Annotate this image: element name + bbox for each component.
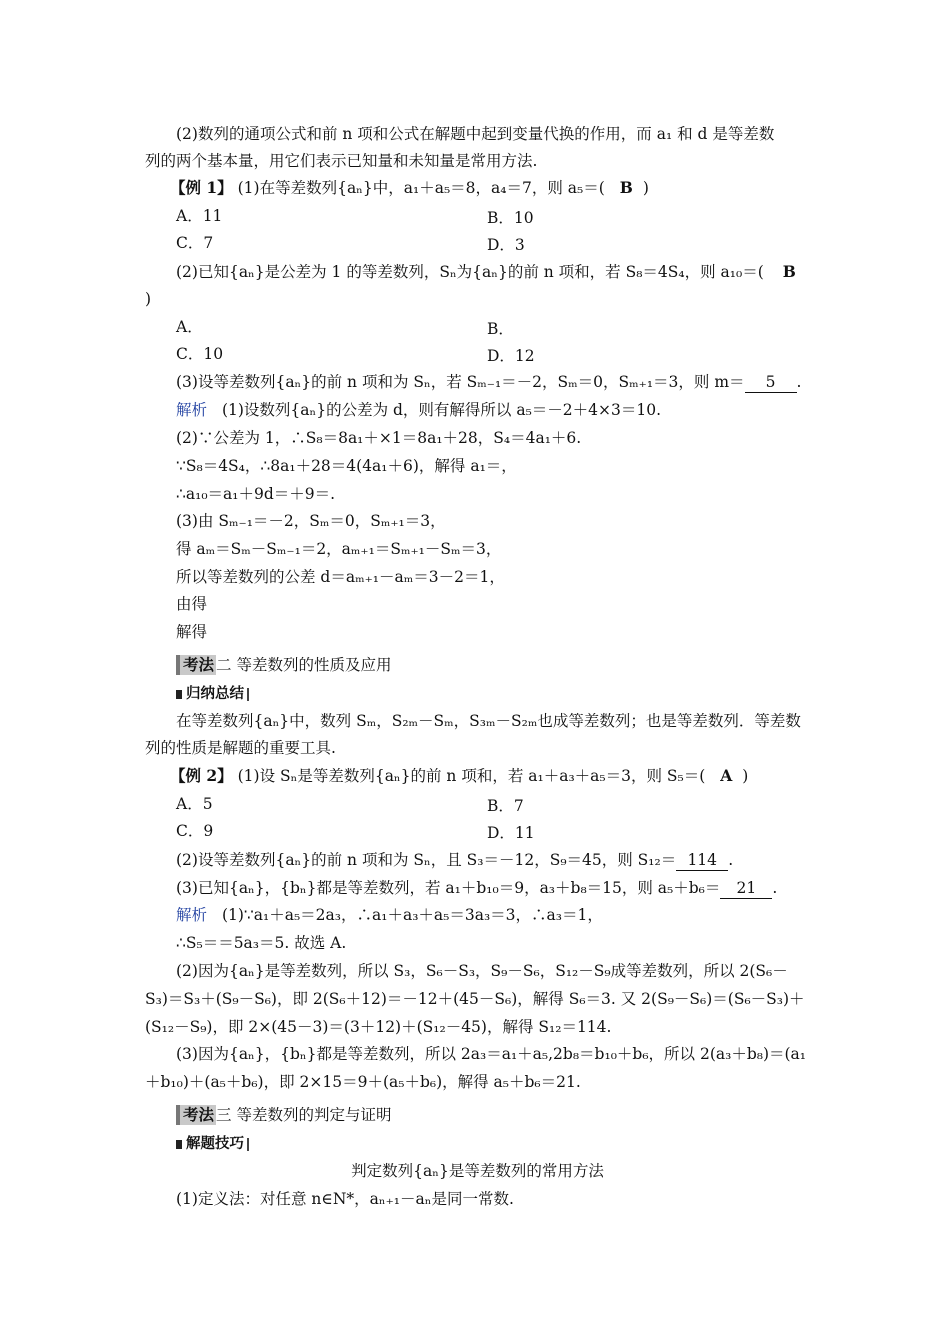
example1-q1-option-d: D．3: [487, 236, 525, 254]
method2-header: [176, 655, 841, 675]
example1-q2-option-a: A．: [176, 318, 203, 336]
example1-q1-answer: B: [619, 178, 633, 197]
method3-tag: 考法: [176, 1105, 216, 1125]
example2-solution-part2-line-1: (2)因为{aₙ}是等差数列，所以 S₃，S₆－S₃，S₉－S₆，S₁₂－S₉成等差数列，所以 2(S₆－: [176, 962, 788, 980]
method2-tag: 考法: [176, 655, 216, 675]
example1-solution-line-2: (2)∵公差为 1，∴S₈＝8a₁＋×1＝8a₁＋28，S₄＝4a₁＋6.: [176, 429, 582, 447]
example2-solution-part2-line-2: S₃)＝S₃＋(S₉－S₆)，即 2(S₆＋12)＝－12＋(45－S₆)，解得 S₆＝3. 又 2(S₉－S₆)＝(S₆－S₃)＋: [145, 990, 805, 1008]
square-bullet-icon: [176, 690, 182, 699]
example1-q2-answer: B: [782, 262, 796, 281]
example1-solution-line-3: ∵S₈＝4S₄，∴8a₁＋28＝4(4a₁＋6)，解得 a₁＝，: [176, 457, 517, 475]
example1-question1: [170, 178, 835, 198]
method3-heading: 判定数列{aₙ}是等差数列的常用方法: [351, 1162, 604, 1180]
method2-summary-label: 归纳总结: [186, 686, 244, 702]
example1-tag: 【例 1】: [170, 178, 233, 197]
example1-solution-line-1: [176, 400, 841, 420]
example2-solution-line-1: [176, 905, 841, 925]
example2-tag: 【例 2】: [170, 766, 233, 785]
square-bullet-icon: [176, 1140, 182, 1149]
example1-q2-option-c: C．10: [176, 345, 224, 363]
intro-line-2: 列的两个基本量，用它们表示已知量和未知量是常用方法.: [145, 152, 538, 170]
example2-q3-end: .: [772, 879, 778, 897]
example1-q1-close: ): [642, 179, 649, 197]
example2-q1-option-b: B．7: [487, 797, 524, 815]
method2-summary-line-2: 列的性质是解题的重要工具.: [145, 739, 336, 757]
example2-solution-label: 解析: [176, 906, 208, 924]
example1-q1-stem: (1)在等差数列{aₙ}中，a₁＋a₅＝8，a₄＝7，则 a₅＝(: [237, 179, 605, 197]
method2-title: 二 等差数列的性质及应用: [216, 656, 392, 674]
example2-solution-line-2: ∴S₅＝＝5a₃＝5. 故选 A.: [176, 934, 347, 952]
example2-q2-answer: 114: [676, 850, 728, 871]
example1-q3-answer: 5: [745, 372, 797, 393]
example1-solution-line-7: 所以等差数列的公差 d＝aₘ₊₁－aₘ＝3－2＝1，: [176, 568, 505, 586]
method3-title: 三 等差数列的判定与证明: [216, 1106, 392, 1124]
example2-q1-option-c: C．9: [176, 822, 214, 840]
example2-q1-option-a: A．5: [176, 795, 213, 813]
example2-q2-end: .: [728, 851, 734, 869]
example2-question2: [176, 850, 841, 871]
example1-solution-line-9: 解得: [176, 623, 208, 641]
method2-summary-line-1: 在等差数列{aₙ}中，数列 Sₘ，S₂ₘ－Sₘ，S₃ₘ－S₂ₘ也成等差数列；也是等差数列．等差数: [176, 712, 801, 730]
intro-line-1: (2)数列的通项公式和前 n 项和公式在解题中起到变量代换的作用，而 a₁ 和 d 是等差数: [176, 125, 775, 143]
method3-header: [176, 1105, 841, 1125]
example2-q1-close: ): [742, 767, 749, 785]
example2-question1: [170, 766, 835, 786]
method3-definition: (1)定义法：对任意 n∈N*，aₙ₊₁－aₙ是同一常数.: [176, 1190, 514, 1208]
example1-q2-option-b: B．: [487, 320, 514, 338]
example1-solution-text-1: (1)设数列{aₙ}的公差为 d，则有解得所以 a₅＝－2＋4×3＝10.: [221, 401, 662, 419]
example1-solution-line-6: 得 aₘ＝Sₘ－Sₘ₋₁＝2，aₘ₊₁＝Sₘ₊₁－Sₘ＝3，: [176, 540, 502, 558]
example1-q1-option-a: A．11: [176, 207, 223, 225]
example1-q1-option-c: C．7: [176, 234, 214, 252]
example2-solution-part3-line-2: ＋b₁₀)＋(a₅＋b₆)，即 2×15＝9＋(a₅＋b₆)，解得 a₅＋b₆＝21.: [145, 1073, 581, 1091]
bar-marker-icon: [247, 688, 249, 701]
example2-q1-answer: A: [720, 766, 733, 785]
method2-summary-heading: [176, 684, 841, 704]
example2-q3-stem: (3)已知{aₙ}，{bₙ}都是等差数列，若 a₁＋b₁₀＝9，a₃＋b₈＝15，则 a₅＋b₆＝: [176, 879, 721, 897]
example1-solution-line-5: (3)由 Sₘ₋₁＝－2，Sₘ＝0，Sₘ₊₁＝3，: [176, 512, 446, 530]
example1-q3-stem: (3)设等差数列{aₙ}的前 n 项和为 Sₙ，若 Sₘ₋₁＝－2，Sₘ＝0，Sₘ₊₁＝3，则 m＝: [176, 373, 745, 391]
example1-q2-close: ): [145, 290, 152, 308]
example2-q1-option-d: D．11: [487, 824, 535, 842]
method3-tips-label: 解题技巧: [186, 1136, 244, 1152]
example1-solution-label: 解析: [176, 401, 208, 419]
example1-q2-option-d: D．12: [487, 347, 535, 365]
example1-question2: [176, 262, 841, 282]
example2-solution-text-1: (1)∵a₁＋a₅＝2a₃，∴a₁＋a₃＋a₅＝3a₃＝3，∴a₃＝1，: [221, 906, 603, 924]
example2-solution-part2-line-3: (S₁₂－S₉)，即 2×(45－3)＝(3＋12)＋(S₁₂－45)，解得 S₁₂＝114.: [145, 1018, 612, 1036]
example2-solution-part3-line-1: (3)因为{aₙ}，{bₙ}都是等差数列，所以 2a₃＝a₁＋a₅,2b₈＝b₁₀＋b₆，所以 2(a₃＋b₈)＝(a₁: [176, 1045, 807, 1063]
example1-q1-option-b: B．10: [487, 209, 534, 227]
example2-question3: [176, 878, 841, 899]
example1-q2-stem: (2)已知{aₙ}是公差为 1 的等差数列，Sₙ为{aₙ}的前 n 项和，若 S₈＝4S₄，则 a₁₀＝(: [176, 263, 764, 281]
example1-solution-line-4: ∴a₁₀＝a₁＋9d＝＋9＝.: [176, 485, 336, 503]
example2-q1-stem: (1)设 Sₙ是等差数列{aₙ}的前 n 项和，若 a₁＋a₃＋a₅＝3，则 S₅＝(: [237, 767, 706, 785]
bar-marker-icon: [247, 1138, 249, 1151]
example1-solution-line-8: 由得: [176, 595, 208, 613]
example2-q3-answer: 21: [720, 878, 772, 899]
example1-question3: [176, 372, 841, 393]
example2-q2-stem: (2)设等差数列{aₙ}的前 n 项和为 Sₙ，且 S₃＝－12，S₉＝45，则 S₁₂＝: [176, 851, 677, 869]
method3-tips-heading: [176, 1134, 841, 1154]
example1-q3-end: .: [796, 373, 802, 391]
